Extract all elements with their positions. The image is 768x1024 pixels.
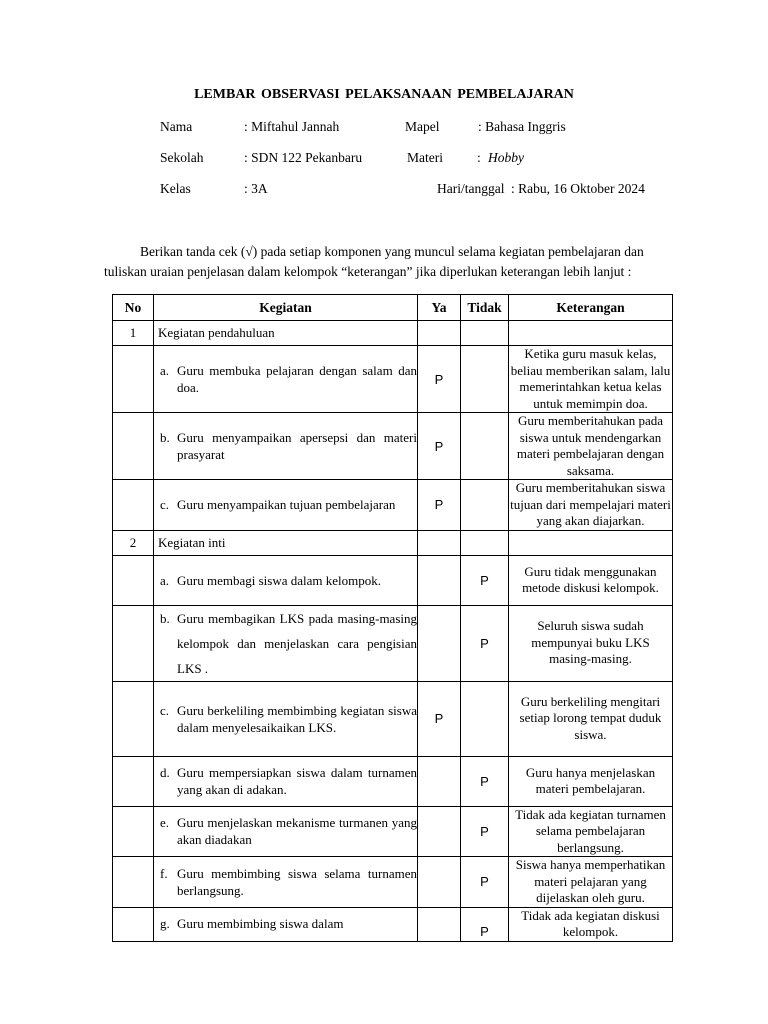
materi-value: Hobby <box>488 150 524 165</box>
item-text: Guru membagi siswa dalam kelompok. <box>177 572 381 588</box>
item-text: Guru mempersiapkan siswa dalam turnamen yang akan di adakan. <box>177 765 417 797</box>
table-row <box>113 681 673 756</box>
tidak-mark: P <box>461 857 509 908</box>
materi-label: Materi <box>407 150 443 165</box>
table-row <box>113 346 673 413</box>
ya-mark <box>418 806 461 857</box>
item-letter: a. <box>160 572 170 588</box>
mapel-label: Mapel <box>405 119 440 134</box>
sekolah-value: : SDN 122 Pekanbaru <box>244 150 363 165</box>
keterangan-text: Siswa hanya memperhatikan materi pelajaran yang dijelaskan oleh guru. <box>509 857 673 908</box>
item-text: Guru menyampaikan tujuan pembelajaran <box>177 497 396 513</box>
item-letter: b. <box>160 430 170 445</box>
tidak-mark: P <box>461 605 509 681</box>
tidak-mark <box>461 480 509 531</box>
keterangan-text: Ketika guru masuk kelas, beliau memberikan salam, lalu memerintahkan ketua kelas untuk memimpin doa. <box>509 346 673 413</box>
ya-mark: P <box>418 480 461 531</box>
tidak-mark: P <box>461 555 509 605</box>
hari-label: Hari/tanggal <box>437 181 505 196</box>
ya-mark: P <box>418 413 461 480</box>
tidak-mark: P <box>461 756 509 806</box>
item-letter: f. <box>160 865 168 881</box>
document-title: LEMBAR OBSERVASI PELAKSANAAN PEMBELAJARAN <box>194 87 574 102</box>
instruction-line-2: tuliskan uraian penjelasan dalam kelompok “keterangan” jika diperlukan keterangan lebih lanjut : <box>104 264 632 279</box>
ya-mark <box>418 907 461 941</box>
table-row <box>113 480 673 531</box>
sekolah-label: Sekolah <box>160 150 204 165</box>
section-no: 1 <box>113 321 154 346</box>
header-tidak: Tidak <box>461 295 509 321</box>
item-text: Guru membuka pelajaran dengan salam dan doa. <box>177 363 417 395</box>
mapel-value: : Bahasa Inggris <box>478 119 566 134</box>
item-text: Guru menjelaskan mekanisme turmanen yang akan diadakan <box>177 815 417 848</box>
keterangan-text: Tidak ada kegiatan diskusi kelompok. <box>509 907 673 941</box>
section-no: 2 <box>113 530 154 555</box>
ya-mark: P <box>418 681 461 756</box>
observation-table <box>112 294 673 942</box>
tidak-mark: P <box>461 907 509 941</box>
table-row <box>113 857 673 908</box>
table-row <box>113 605 673 681</box>
ya-mark: P <box>418 346 461 413</box>
tidak-mark <box>461 346 509 413</box>
table-row <box>113 907 673 941</box>
keterangan-text: Guru memberitahukan siswa tujuan dari mempelajari materi yang akan diajarkan. <box>510 480 671 528</box>
header-no: No <box>113 295 154 321</box>
header-keterangan: Keterangan <box>509 295 673 321</box>
ya-mark <box>418 605 461 681</box>
keterangan-text: Guru hanya menjelaskan materi pembelajaran. <box>509 756 673 806</box>
item-letter: d. <box>160 765 170 780</box>
instruction-line-1: Berikan tanda cek (√) pada setiap komponen yang muncul selama kegiatan pembelajaran dan <box>140 244 644 259</box>
ya-mark <box>418 756 461 806</box>
header-ya: Ya <box>418 295 461 321</box>
table-row <box>113 756 673 806</box>
kelas-value: : 3A <box>244 181 268 196</box>
instruction-text <box>104 242 672 282</box>
nama-label: Nama <box>160 119 193 134</box>
table-row <box>113 555 673 605</box>
keterangan-text: Tidak ada kegiatan turnamen selama pembelajaran berlangsung. <box>509 806 673 857</box>
item-letter: c. <box>160 497 170 513</box>
item-text: Guru berkeliling membimbing kegiatan siswa dalam menyelesaikaikan LKS. <box>177 702 417 735</box>
keterangan-text: Seluruh siswa sudah mempunyai buku LKS masing-masing. <box>509 605 673 681</box>
section-row <box>113 321 673 346</box>
tidak-mark <box>461 681 509 756</box>
keterangan-text: Guru memberitahukan pada siswa untuk mendengarkan materi pembelajaran dengan saksama. <box>509 413 673 480</box>
item-letter: a. <box>160 363 170 378</box>
item-text: Guru membimbing siswa dalam <box>177 915 344 931</box>
keterangan-text: Guru tidak menggunakan metode diskusi kelompok. <box>509 555 673 605</box>
item-letter: c. <box>160 702 170 718</box>
section-title: Kegiatan pendahuluan <box>154 321 418 346</box>
section-title: Kegiatan inti <box>154 530 418 555</box>
kelas-label: Kelas <box>160 181 191 196</box>
item-text: Guru membagikan LKS pada masing-masing kelompok dan menjelaskan cara pengisian LKS . <box>177 610 417 676</box>
section-row <box>113 530 673 555</box>
item-text: Guru menyampaikan apersepsi dan materi prasyarat <box>177 430 417 462</box>
tidak-mark <box>461 413 509 480</box>
keterangan-text: Guru berkeliling mengitari setiap lorong tempat duduk siswa. <box>509 681 673 756</box>
ya-mark <box>418 555 461 605</box>
materi-colon: : <box>477 150 481 165</box>
ya-mark <box>418 857 461 908</box>
header-kegiatan: Kegiatan <box>154 295 418 321</box>
table-row <box>113 413 673 480</box>
item-letter: g. <box>160 915 170 931</box>
item-letter: b. <box>160 610 170 626</box>
item-letter: e. <box>160 815 170 831</box>
hari-value: : Rabu, 16 Oktober 2024 <box>511 181 645 196</box>
item-text: Guru membimbing siswa selama turnamen berlangsung. <box>177 865 417 898</box>
table-row <box>113 806 673 857</box>
tidak-mark: P <box>461 806 509 857</box>
nama-value: : Miftahul Jannah <box>244 119 340 134</box>
table-header-row <box>113 295 673 321</box>
